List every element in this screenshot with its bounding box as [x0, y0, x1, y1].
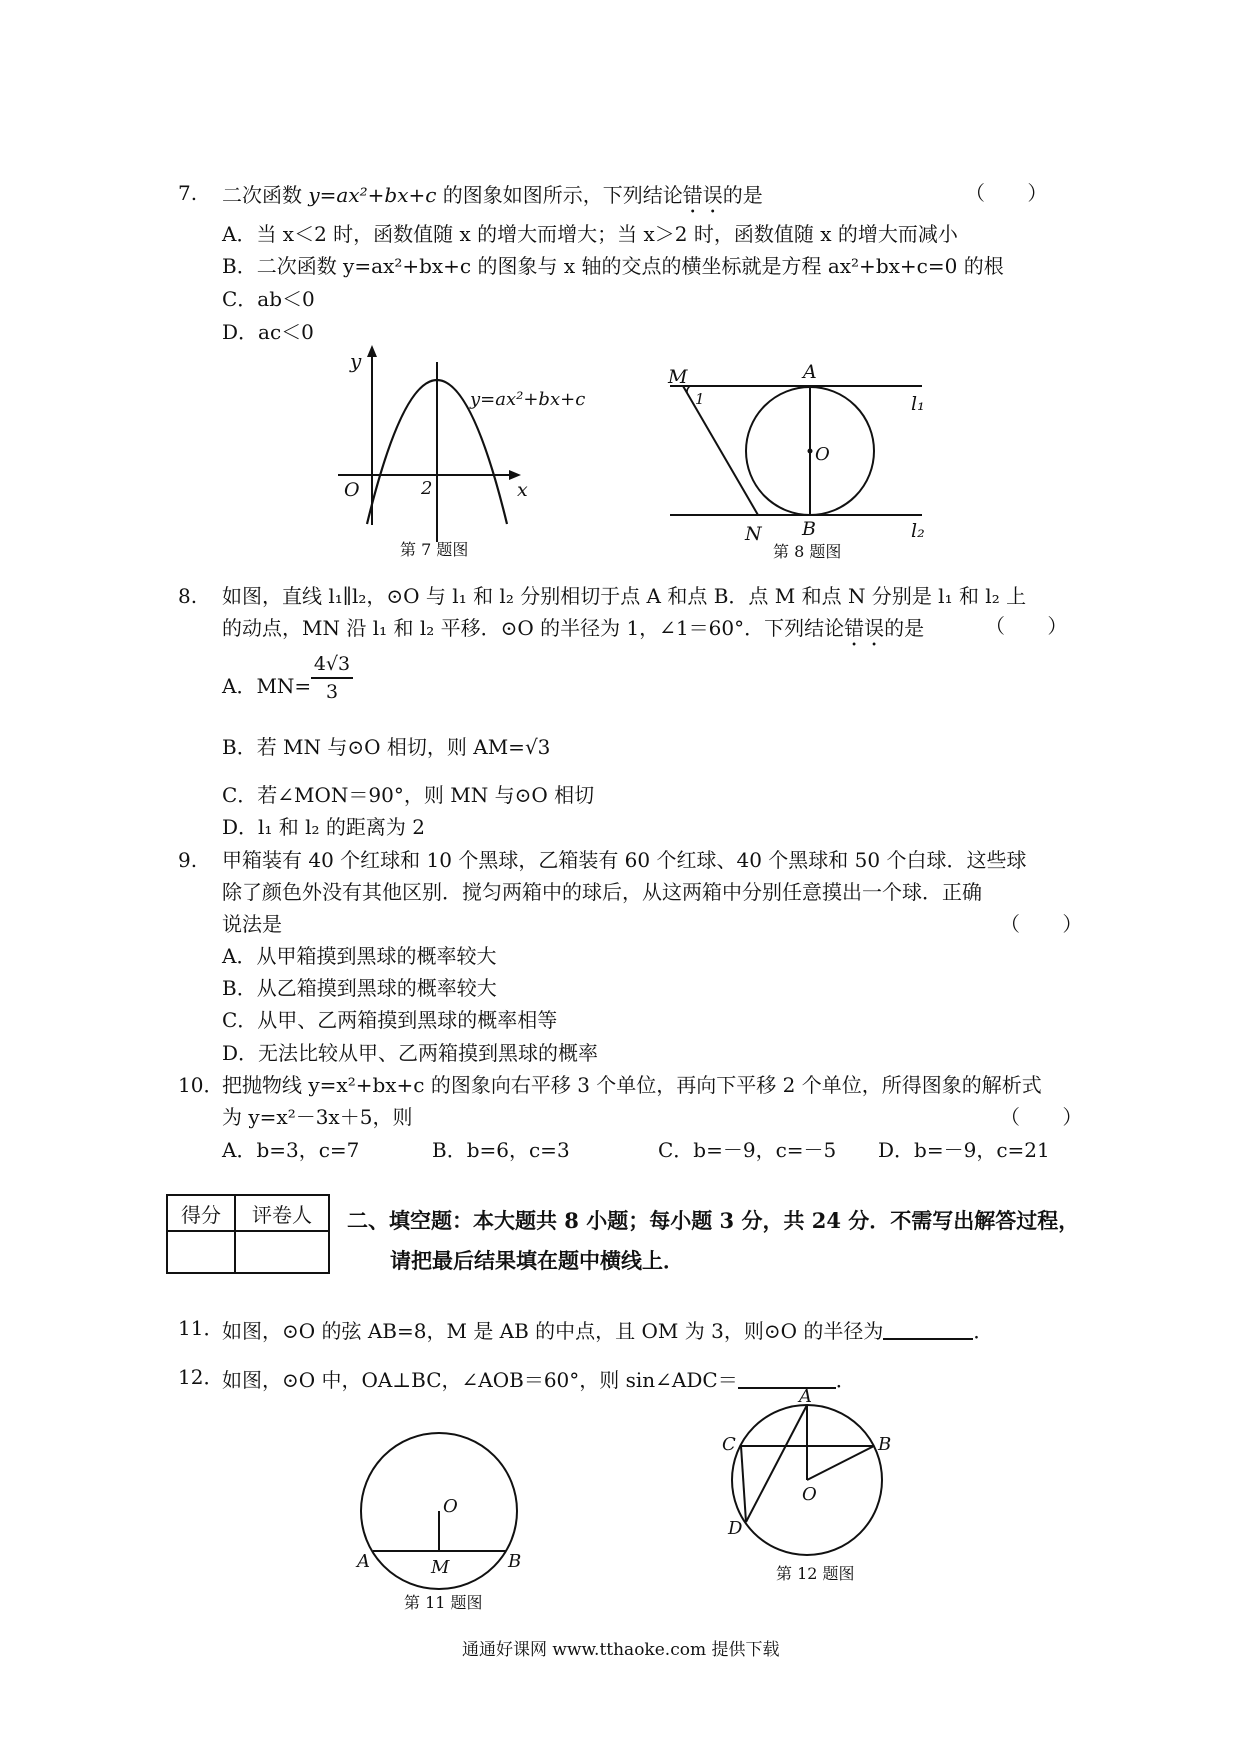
q10-stem-line-2: 为 y=x²－3x＋5，则	[222, 1105, 413, 1129]
q7-stem-emphasis: 错误	[682, 183, 723, 207]
q11-stem-end: ．	[973, 1319, 994, 1343]
q12-chord-ad	[746, 1405, 807, 1522]
q8-option-a-denominator: 3	[311, 677, 353, 702]
q8-label-n: N	[745, 523, 762, 545]
q8-label-angle-1: 1	[695, 390, 705, 408]
q12-number: 12．	[178, 1365, 224, 1389]
q8-answer-paren: （ ）	[985, 614, 1086, 638]
q7-figure-caption: 第 7 题图	[400, 540, 469, 559]
q7-tick-label: 2	[421, 478, 433, 499]
q12-label-d: D	[728, 1518, 743, 1539]
q7-option-c: C．ab＜0	[222, 287, 315, 311]
q7-y-label: y	[350, 349, 362, 373]
q8-option-d: D．l₁ 和 l₂ 的距离为 2	[222, 815, 426, 839]
q7-origin-label: O	[344, 479, 360, 501]
q12-label-c: C	[722, 1434, 736, 1455]
q11-label-o: O	[443, 1496, 458, 1517]
q7-stem-post-1: 的图象如图所示，下列结论	[436, 183, 683, 207]
section-2-header-line-1: 二、填空题：本大题共 8 小题；每小题 3 分，共 24 分．不需写出解答过程，	[347, 1208, 1080, 1233]
q7-stem-math: y=ax²+bx+c	[308, 183, 437, 207]
q7-option-d: D．ac＜0	[222, 320, 314, 344]
footer-download-note: 通通好课网 www.tthaoke.com 提供下载	[462, 1640, 780, 1660]
q9-stem-line-2: 除了颜色外没有其他区别．搅匀两箱中的球后，从这两箱中分别任意摸出一个球．正确	[222, 880, 982, 904]
q7-option-a: A．当 x＜2 时，函数值随 x 的增大而增大；当 x＞2 时，函数值随 x 的增大而减小	[222, 222, 958, 246]
q10-option-d: D．b=－9，c=21	[878, 1138, 1050, 1162]
q10-number: 10．	[178, 1073, 224, 1097]
q9-option-b: B．从乙箱摸到黑球的概率较大	[222, 976, 497, 1000]
q11-number: 11．	[178, 1316, 224, 1340]
q7-answer-paren: （ ）	[965, 181, 1066, 205]
q8-label-o: O	[815, 444, 830, 465]
q9-option-d: D．无法比较从甲、乙两箱摸到黑球的概率	[222, 1041, 599, 1065]
q12-label-a: A	[799, 1386, 812, 1407]
q9-option-c: C．从甲、乙两箱摸到黑球的概率相等	[222, 1008, 558, 1032]
q11-stem-text: 如图，⊙O 的弦 AB=8，M 是 AB 的中点，且 OM 为 3，则⊙O 的半径为	[222, 1319, 884, 1343]
q11-figure-caption: 第 11 题图	[404, 1593, 483, 1612]
q12-chord-cd	[741, 1446, 746, 1522]
q8-stem-emphasis: 错误	[844, 616, 885, 640]
q7-x-label: x	[517, 479, 528, 501]
q12-label-o: O	[802, 1484, 817, 1505]
score-table-header-grader: 评卷人	[235, 1195, 329, 1231]
q9-stem-line-1: 甲箱装有 40 个红球和 10 个黑球，乙箱装有 60 个红球、40 个黑球和 50 个白球．这些球	[222, 848, 1027, 872]
q7-stem-post-2: 的是	[722, 183, 763, 207]
q12-figure-caption: 第 12 题图	[776, 1564, 855, 1583]
section-2-header-line-2: 请把最后结果填在题中横线上．	[390, 1248, 684, 1273]
q11-label-b: B	[508, 1551, 522, 1572]
q12-stem-text: 如图，⊙O 中，OA⊥BC，∠AOB＝60°，则 sin∠ADC＝	[222, 1368, 738, 1392]
score-table-header-score: 得分	[167, 1195, 235, 1231]
q7-stem-pre: 二次函数	[222, 183, 309, 207]
q8-label-m: M	[668, 366, 688, 388]
q8-label-l2: l₂	[911, 520, 925, 542]
q12-label-b: B	[878, 1434, 892, 1455]
q8-figure-caption: 第 8 题图	[773, 542, 842, 561]
q8-option-a-numerator: 4√3	[313, 653, 351, 675]
q8-stem-line-1: 如图，直线 l₁∥l₂，⊙O 与 l₁ 和 l₂ 分别相切于点 A 和点 B．点 M 和点 N 分别是 l₁ 和 l₂ 上	[222, 584, 1027, 608]
q7-curve-label: y=ax²+bx+c	[470, 389, 586, 410]
q8-stem-line-2-pre: 的动点，MN 沿 l₁ 和 l₂ 平移．⊙O 的半径为 1，∠1＝60°．下列结论	[222, 616, 845, 640]
q8-option-c: C．若∠MON＝90°，则 MN 与⊙O 相切	[222, 783, 595, 807]
q8-stem-line-2-post: 的是	[884, 616, 925, 640]
q8-label-b: B	[802, 518, 816, 540]
q9-stem-line-3: 说法是	[222, 912, 282, 936]
q8-label-a: A	[803, 361, 817, 383]
q12-stem-end: ．	[835, 1368, 856, 1392]
q8-label-l1: l₁	[911, 393, 925, 415]
q8-number: 8.	[178, 584, 198, 608]
q10-option-c: C．b=－9，c=－5	[658, 1138, 837, 1162]
q10-stem-line-1: 把抛物线 y=x²+bx+c 的图象向右平移 3 个单位，再向下平移 2 个单位，所得图象的解析式	[222, 1073, 1042, 1097]
q7-option-b: B．二次函数 y=ax²+bx+c 的图象与 x 轴的交点的横坐标就是方程 ax²+bx+c=0 的根	[222, 254, 1004, 278]
q12-radius-ob	[807, 1446, 874, 1480]
q7-number: 7.	[178, 181, 198, 205]
q11-label-a: A	[357, 1551, 370, 1572]
q11-label-m: M	[431, 1557, 450, 1578]
q9-number: 9.	[178, 848, 198, 872]
q10-option-a: A．b=3，c=7	[222, 1138, 360, 1162]
q10-answer-paren: （ ）	[1000, 1105, 1101, 1129]
q8-option-b: B．若 MN 与⊙O 相切，则 AM=√3	[222, 735, 551, 759]
q10-option-b: B．b=6，c=3	[432, 1138, 570, 1162]
q9-answer-paren: （ ）	[1000, 912, 1101, 936]
q9-option-a: A．从甲箱摸到黑球的概率较大	[222, 944, 497, 968]
q8-option-a-prefix: A．MN=	[222, 674, 312, 698]
